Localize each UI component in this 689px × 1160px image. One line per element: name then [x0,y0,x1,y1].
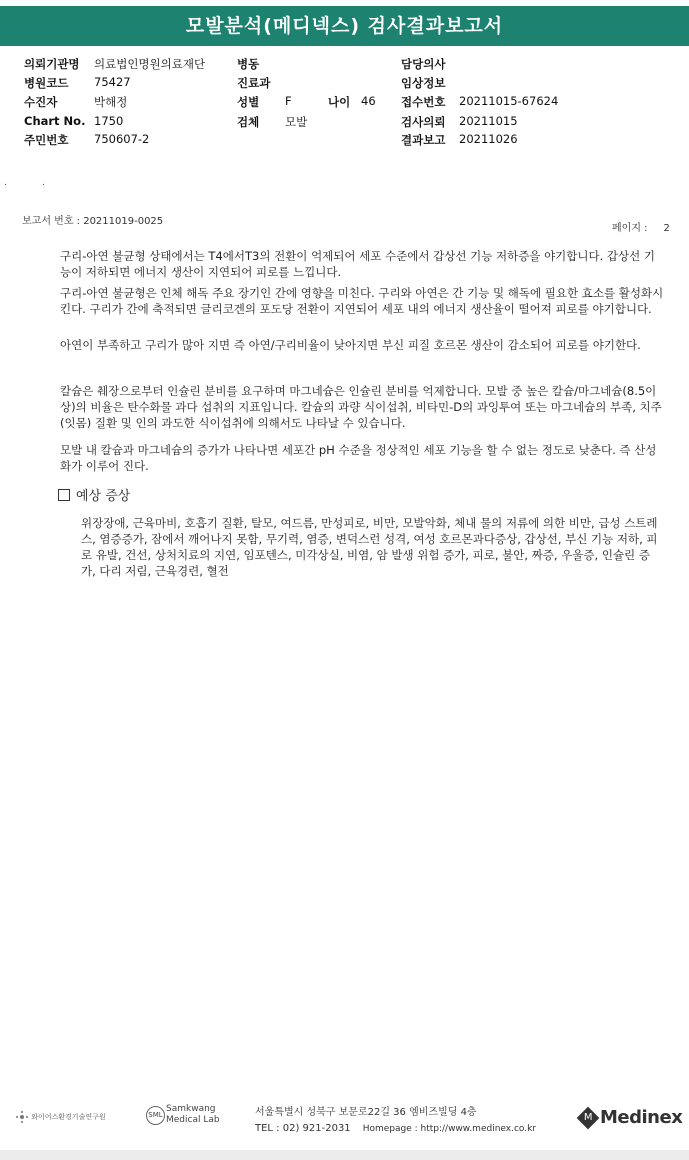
age-label: 나이 [328,95,351,109]
chart-no-value: 1750 [94,114,124,128]
hospital-code-label: 병원코드 [24,76,69,90]
body-paragraph-2: 구리-아연 불균형은 인체 해독 주요 장기인 간에 영향을 미친다. 구리와 아연은 간 기능 및 해독에 필요한 효소를 활성화시킨다. 구리가 간에 축적되면 글리코겐의 포도당 전환이 지연되어 세포 내의 에너지 생산율이 떨어져 피로를 야기합니다. [60,286,664,316]
institute-logo-icon [15,1110,29,1124]
patient-info [0,52,689,148]
medinex-logo [580,1107,682,1128]
resident-no-label: 주민번호 [24,133,69,147]
medinex-logo-text: Medinex [600,1107,683,1128]
footer-tel: TEL : 02) 921-2031 [255,1123,351,1134]
sml-logo-icon: SML [146,1106,165,1125]
samkwang-logo-line2: Medical Lab [166,1115,220,1125]
section-title: 예상 증상 [76,489,131,504]
footer-address-block [255,1105,536,1137]
ward-label: 병동 [237,57,260,71]
symptoms-list: 위장장애, 근육마비, 호흡기 질환, 탈모, 여드름, 만성피로, 비만, 모발악화, 체내 물의 저류에 의한 비만, 급성 스트레스, 염증증가, 잠에서 깨어나지 못함, 무기력, 염증, 변덕스런 성격, 여성 호르몬과다증상, 갑상선, 부신 기능 저하, 피로 유발, 건선, 상처치료의 지연, 임포텐스, 미각상실, 비염, 암 발생 위험 증가, 피로, 불안, 짜증, 우울증, 인슐린 증가, 다리 저림, 근육경련, 혈전 [81,516,658,578]
institution-value: 의료법인명원의료재단 [94,57,206,71]
page-indicator [612,219,670,234]
report-number: 보고서 번호 : 20211019-0025 [22,216,164,227]
age-value: 46 [361,94,376,108]
doctor-label: 담당의사 [401,57,446,71]
scan-mark-left: . [4,178,7,188]
dept-label: 진료과 [237,76,271,90]
page-label: 페이지 : [612,223,648,234]
resident-no-value: 750607-2 [94,132,150,146]
sex-label: 성별 [237,95,260,109]
clinical-info-label: 임상정보 [401,76,446,90]
samkwang-logo-line1: Samkwang [166,1104,216,1114]
expected-symptoms-heading [58,485,130,504]
institute-logo [15,1110,106,1124]
report-title: 모발분석(메디넥스) 검사결과보고서 [0,6,689,46]
request-date-value: 20211015 [459,114,518,128]
body-paragraph-4: 칼슘은 췌장으로부터 인슐린 분비를 요구하며 마그네슘은 인슐린 분비를 억제합니다. 모발 중 높은 칼슘/마그네슘(8.5이상)의 비율은 탄수화물 과다 섭취의 지표입니다. 칼슘의 과량 식이섭취, 비타민-D의 과잉투여 또는 마그네슘의 부족, 치주(잇몸) 질환 및 인의 과도한 식이섭취에 의해서도 나타날 수 있습니다. [60,384,662,430]
hospital-code-value: 75427 [94,75,131,89]
body-paragraph-5: 모발 내 칼슘과 마그네슘의 증가가 나타나면 세포간 pH 수준을 정상적인 세포 기능을 할 수 없는 정도로 낮춘다. 즉 산성화가 이루어 진다. [60,443,657,473]
footer-address: 서울특별시 성북구 보문로22길 36 엠비즈빌딩 4층 [255,1107,477,1118]
result-date-label: 결과보고 [401,133,446,147]
specimen-value: 모발 [285,115,308,129]
receipt-no-value: 20211015-67624 [459,94,559,108]
bottom-strip [0,1150,689,1160]
subject-value: 박해정 [94,95,128,109]
result-date-value: 20211026 [459,132,518,146]
receipt-no-label: 접수번호 [401,95,446,109]
sex-value: F [285,94,292,108]
medinex-logo-mark: M [583,1111,593,1123]
request-date-label: 검사의뢰 [401,115,446,129]
body-paragraph-3: 아연이 부족하고 구리가 많아 지면 즉 아연/구리비율이 낮아지면 부신 피질 호르몬 생산이 감소되어 피로를 야기한다. [60,338,641,352]
scan-mark-right: . [42,178,45,188]
medinex-logo-icon [577,1106,600,1129]
checkbox-square-icon [58,489,70,501]
chart-no-label: Chart No. [24,114,86,128]
footer-homepage: Homepage : http://www.medinex.co.kr [362,1124,537,1134]
institute-logo-text: 와이어스환경기술연구원 [31,1113,106,1121]
specimen-label: 검체 [237,115,260,129]
body-paragraph-1: 구리-아연 불균형 상태에서는 T4에서T3의 전환이 억제되어 세포 수준에서 갑상선 기능 저하증을 야기합니다. 갑상선 기능이 저하되면 에너지 생산이 지연되어 피로를 느낍니다. [60,249,656,279]
page-number: 2 [663,223,670,234]
institution-label: 의뢰기관명 [24,57,80,71]
footer [0,1097,689,1147]
subject-label: 수진자 [24,95,58,109]
